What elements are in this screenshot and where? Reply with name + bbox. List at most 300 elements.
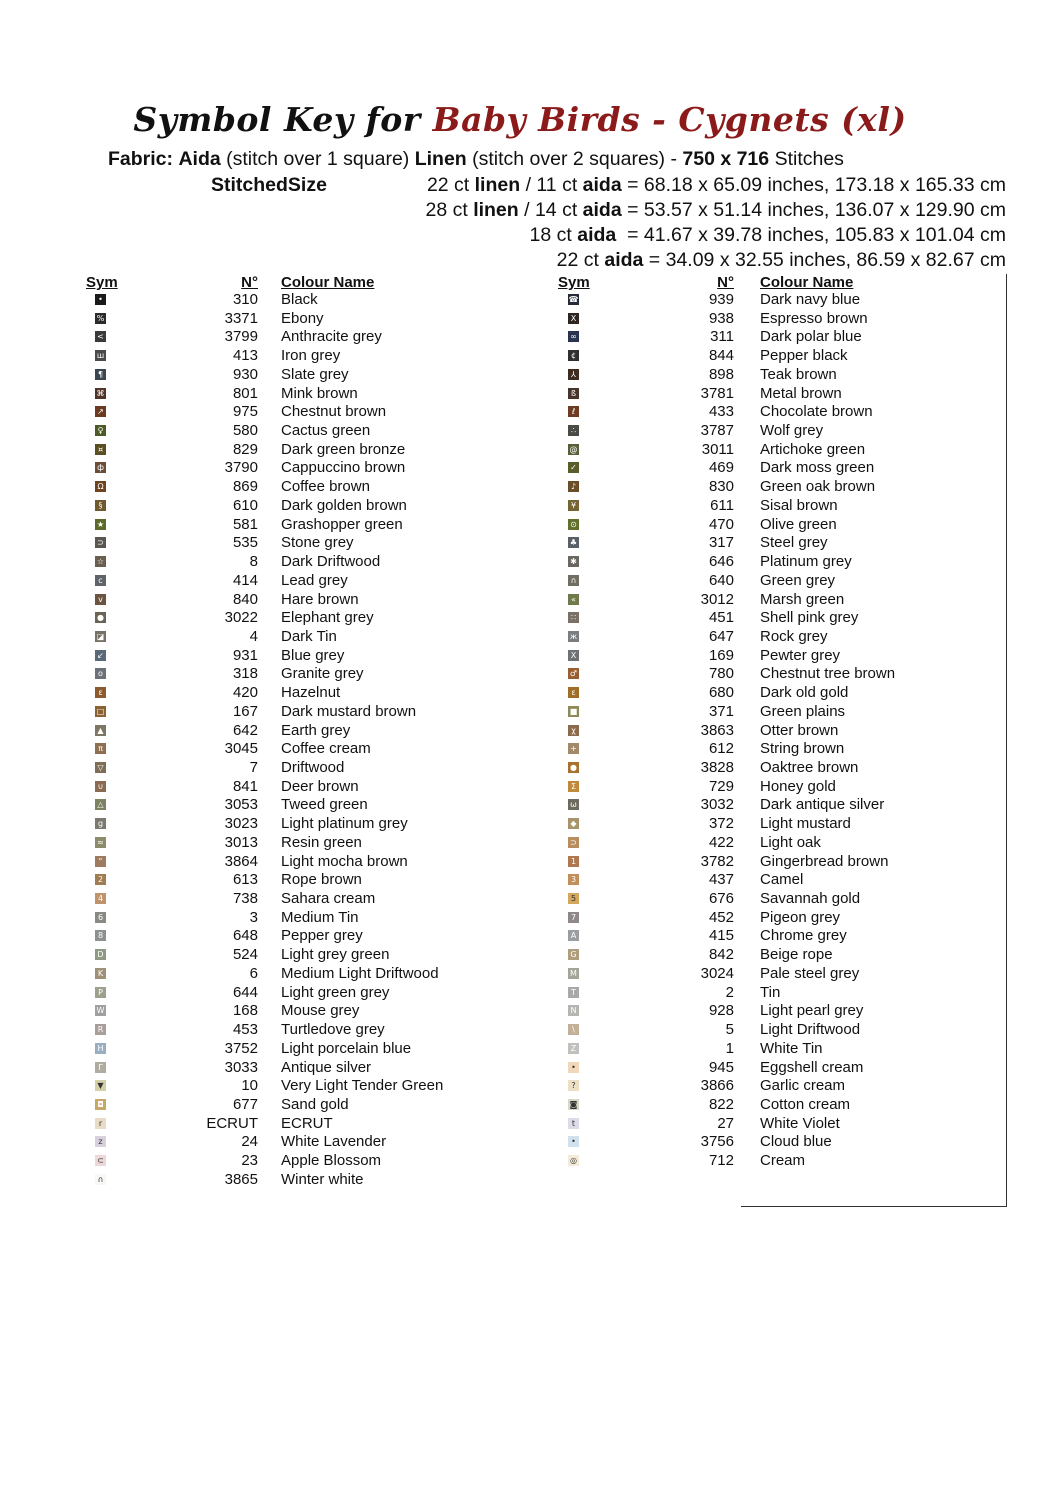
colour-name: Garlic cream — [760, 1077, 846, 1095]
symbol-swatch: < — [95, 331, 106, 342]
thread-number: 452 — [708, 908, 734, 926]
symbol-swatch: ш — [96, 351, 105, 361]
symbol-swatch: ¢ — [568, 350, 579, 361]
symbol-swatch: ◆ — [568, 818, 579, 829]
table-row — [0, 927, 1000, 946]
thread-number: 3024 — [700, 964, 734, 982]
size-text: 22 ct — [426, 174, 475, 196]
table-row — [0, 965, 1000, 984]
symbol-swatch: 7 — [568, 912, 579, 923]
colour-name: Cream — [760, 1152, 806, 1170]
thread-number: 2 — [725, 983, 734, 1001]
thread-number: 524 — [232, 946, 258, 964]
symbol-swatch: ¥ — [568, 500, 579, 511]
thread-number: 939 — [708, 291, 734, 308]
table-row — [0, 1021, 1000, 1040]
symbol-swatch: @ — [569, 444, 578, 454]
table-row — [0, 1133, 1000, 1152]
colour-name: Antique silver — [281, 1058, 372, 1076]
table-row — [0, 665, 1000, 684]
thread-number: 729 — [708, 777, 734, 795]
symbol-swatch: \ — [568, 1024, 579, 1035]
symbol-swatch: ∩ — [95, 1174, 106, 1185]
thread-number: 10 — [241, 1077, 258, 1095]
thread-number: 647 — [708, 627, 734, 645]
thread-number: 371 — [708, 702, 734, 720]
thread-number: 581 — [232, 515, 258, 533]
fabric-type: linen — [473, 199, 519, 221]
thread-number: 612 — [708, 740, 734, 758]
symbol-swatch: ▼ — [95, 1080, 106, 1091]
symbol-swatch: % — [96, 313, 105, 323]
thread-number: 3013 — [224, 833, 258, 851]
symbol-swatch: K — [95, 968, 106, 979]
symbol-swatch: ω — [568, 799, 579, 810]
colour-name: Hare brown — [281, 590, 359, 608]
thread-number: 167 — [232, 702, 258, 720]
symbol-swatch: ♣ — [569, 538, 578, 548]
symbol-swatch: ♀ — [95, 425, 106, 436]
header-name-right: Colour Name — [760, 274, 854, 291]
table-row — [0, 722, 1000, 741]
colour-name: Chestnut brown — [281, 403, 387, 421]
thread-number: 413 — [232, 347, 258, 365]
thread-number: 648 — [232, 927, 258, 945]
symbol-swatch: ● — [568, 762, 579, 773]
table-row — [0, 422, 1000, 441]
thread-number: 822 — [708, 1095, 734, 1113]
table-row — [0, 609, 1000, 628]
symbol-swatch: • — [568, 1136, 579, 1147]
thread-number: 3828 — [700, 759, 734, 776]
symbol-swatch: ∪ — [95, 781, 106, 792]
colour-name: Light pearl grey — [760, 1002, 864, 1020]
colour-name: Light porcelain blue — [281, 1039, 412, 1057]
colour-name: Rock grey — [760, 627, 828, 645]
thread-number: 3752 — [224, 1039, 258, 1057]
symbol-swatch: π — [95, 743, 106, 754]
colour-name: ECRUT — [281, 1114, 333, 1132]
thread-number: 945 — [708, 1058, 734, 1076]
symbol-swatch: ∩ — [568, 575, 579, 586]
symbol-swatch: ▲ — [95, 725, 106, 736]
table-row — [0, 909, 1000, 928]
thread-number: 844 — [708, 347, 734, 365]
colour-name: Teak brown — [760, 365, 837, 383]
fabric-label: Fabric: — [108, 148, 174, 170]
symbol-swatch: ◪ — [96, 631, 105, 641]
table-row — [0, 534, 1000, 553]
thread-number: 3866 — [700, 1077, 734, 1095]
symbol-swatch: ◎ — [568, 1155, 579, 1166]
header-num-right: N° — [717, 274, 734, 291]
symbol-swatch: t — [568, 1118, 579, 1129]
table-row — [0, 553, 1000, 572]
symbol-swatch: ¶ — [95, 369, 106, 380]
thread-number: 3011 — [701, 440, 734, 458]
colour-name: Cotton cream — [760, 1095, 851, 1113]
colour-name: Very Light Tender Green — [281, 1077, 444, 1095]
table-row — [0, 946, 1000, 965]
thread-number: 415 — [708, 927, 734, 945]
fabric-aida-note: (stitch over 1 square) — [226, 148, 410, 170]
size-text: 28 ct — [425, 199, 474, 221]
symbol-swatch: X — [568, 650, 579, 661]
symbol-swatch: ¤ — [95, 444, 106, 455]
size-text: 22 ct — [556, 249, 605, 271]
thread-number: 318 — [232, 665, 258, 683]
thread-number: 738 — [232, 890, 258, 908]
colour-name: Turtledove grey — [281, 1021, 385, 1039]
symbol-swatch: ℓ — [568, 406, 579, 417]
colour-name: Mouse grey — [281, 1002, 360, 1020]
symbol-swatch: g — [95, 818, 106, 829]
thread-number: 3756 — [700, 1133, 734, 1151]
thread-number: 613 — [232, 871, 258, 889]
thread-number: 3053 — [224, 796, 258, 814]
symbol-swatch: X — [568, 313, 579, 324]
colour-name: Shell pink grey — [760, 609, 859, 627]
colour-name: Oaktree brown — [760, 759, 859, 776]
fabric-linen-note: (stitch over 2 squares) - — [472, 148, 677, 170]
symbol-swatch: ☎ — [568, 295, 579, 304]
colour-name: Chestnut tree brown — [760, 665, 896, 683]
stitched-size-line — [530, 224, 1006, 247]
table-row — [0, 385, 1000, 404]
header-name-left: Colour Name — [281, 274, 375, 291]
thread-number: 677 — [232, 1095, 258, 1113]
colour-name: Sisal brown — [760, 496, 838, 514]
size-text: = 68.18 x 65.09 inches, 173.18 x 165.33 cm — [621, 174, 1006, 196]
table-right-border — [1006, 274, 1007, 1206]
colour-name: Metal brown — [760, 384, 842, 402]
table-row — [0, 984, 1000, 1003]
thread-number: 3371 — [224, 309, 258, 327]
colour-name: Earth grey — [281, 721, 351, 739]
table-row — [0, 1171, 1000, 1190]
symbol-swatch: G — [568, 949, 579, 960]
symbol-swatch: ◙ — [569, 1099, 578, 1109]
table-row — [0, 890, 1000, 909]
fabric-type: aida — [577, 224, 617, 246]
thread-number: 317 — [708, 534, 734, 552]
symbol-swatch: • — [95, 294, 106, 305]
thread-number: 842 — [708, 946, 734, 964]
thread-number: 414 — [232, 571, 258, 589]
symbol-swatch: z — [95, 1136, 106, 1147]
colour-name: Otter brown — [760, 721, 839, 739]
colour-name: Artichoke green — [760, 440, 866, 458]
thread-number: 1 — [725, 1039, 734, 1057]
table-row — [0, 403, 1000, 422]
thread-number: 898 — [708, 365, 734, 383]
table-row — [0, 871, 1000, 890]
fabric-aida: Aida — [178, 148, 221, 170]
symbol-swatch: ε — [95, 687, 106, 698]
symbol-swatch: △ — [95, 799, 106, 810]
thread-number: 470 — [708, 515, 734, 533]
table-row — [0, 459, 1000, 478]
header-sym-right: Sym — [558, 274, 590, 291]
symbol-swatch: ? — [568, 1080, 579, 1091]
colour-name: Hazelnut — [281, 684, 341, 702]
symbol-swatch: ⌘ — [96, 388, 105, 398]
fabric-line — [108, 148, 844, 171]
thread-number: 6 — [249, 964, 258, 982]
title-pattern-name: Baby Birds - Cygnets (xl) — [432, 100, 907, 139]
thread-number: 3787 — [700, 422, 734, 440]
thread-number: 169 — [708, 646, 734, 664]
stitch-count-label: Stitches — [774, 148, 844, 170]
colour-name: Dark moss green — [760, 459, 875, 477]
thread-number: 3045 — [224, 740, 258, 758]
thread-number: 3790 — [224, 459, 258, 477]
symbol-swatch: ж — [569, 631, 578, 641]
table-row — [0, 1096, 1000, 1115]
fabric-type: linen — [474, 174, 521, 196]
colour-name: Dark green bronze — [281, 440, 406, 458]
symbol-swatch: Ω — [95, 481, 106, 492]
colour-name: Espresso brown — [760, 309, 868, 327]
thread-number: 422 — [708, 833, 734, 851]
table-row — [0, 1040, 1000, 1059]
thread-number: 3863 — [700, 721, 734, 739]
fabric-type: aida — [604, 249, 644, 271]
thread-number: 310 — [232, 291, 258, 308]
size-text: = 34.09 x 32.55 inches, 86.59 x 82.67 cm — [643, 249, 1006, 271]
stitched-size-line — [557, 249, 1006, 272]
colour-name: Dark polar blue — [760, 328, 862, 346]
thread-number: 311 — [710, 328, 734, 346]
stitched-size-label: StitchedSize — [211, 174, 327, 196]
thread-number: 27 — [717, 1114, 734, 1132]
table-row — [0, 796, 1000, 815]
colour-name: Honey gold — [760, 777, 836, 795]
symbol-swatch: ↗ — [95, 406, 106, 417]
thread-number: 3864 — [224, 852, 258, 870]
symbol-swatch: N — [568, 1005, 579, 1016]
symbol-swatch: ∞ — [568, 331, 579, 342]
thread-number: 3032 — [700, 796, 734, 814]
thread-number: 840 — [232, 590, 258, 608]
symbol-swatch: Z — [568, 1043, 579, 1054]
thread-number: 23 — [241, 1152, 258, 1170]
table-row — [0, 516, 1000, 535]
size-text: 18 ct — [529, 224, 578, 246]
symbol-swatch: c — [95, 575, 106, 586]
thread-number: 869 — [232, 478, 258, 496]
size-text: / 11 ct — [520, 174, 583, 196]
colour-name: Dark Tin — [281, 627, 337, 645]
thread-number: 3022 — [224, 609, 258, 627]
table-row — [0, 1002, 1000, 1021]
table-row — [0, 647, 1000, 666]
symbol-swatch: P — [95, 987, 106, 998]
symbol-swatch: ↙ — [95, 650, 106, 661]
colour-name: Pepper grey — [281, 927, 363, 945]
thread-number: 644 — [232, 983, 258, 1001]
colour-name: Slate grey — [281, 365, 349, 383]
colour-name: White Lavender — [281, 1133, 387, 1151]
colour-name: Light mocha brown — [281, 852, 408, 870]
thread-number: 780 — [708, 665, 734, 683]
symbol-swatch: 4 — [95, 893, 106, 904]
colour-name: Medium Light Driftwood — [281, 964, 439, 982]
table-row — [0, 497, 1000, 516]
page-title — [0, 100, 1040, 139]
colour-name: Cappuccino brown — [281, 459, 406, 477]
colour-name: Deer brown — [281, 777, 359, 795]
fabric-type: aida — [582, 174, 622, 196]
symbol-swatch: ⊃ — [568, 837, 579, 848]
thread-number: 938 — [708, 309, 734, 327]
colour-name: Wolf grey — [760, 422, 824, 440]
symbol-swatch: 3 — [568, 874, 579, 885]
colour-name: Medium Tin — [281, 908, 359, 926]
symbol-swatch: ● — [95, 612, 106, 623]
colour-name: Apple Blossom — [281, 1152, 382, 1170]
colour-name: Beige rope — [760, 946, 833, 964]
thread-number: 433 — [708, 403, 734, 421]
thread-number: 930 — [232, 365, 258, 383]
colour-name: Granite grey — [281, 665, 364, 683]
colour-name: Pigeon grey — [760, 908, 841, 926]
symbol-swatch: A — [568, 930, 579, 941]
thread-number: 24 — [241, 1133, 258, 1151]
colour-name: Grashopper green — [281, 515, 403, 533]
table-row — [0, 310, 1000, 329]
table-row — [0, 815, 1000, 834]
colour-name: Steel grey — [760, 534, 828, 552]
colour-name: Olive green — [760, 515, 837, 533]
thread-number: 3012 — [700, 590, 734, 608]
colour-name: Pepper black — [760, 347, 848, 365]
thread-number: 3782 — [700, 852, 734, 870]
symbol-swatch: ß — [568, 388, 579, 399]
colour-name: Chocolate brown — [760, 403, 873, 421]
thread-number: 3033 — [224, 1058, 258, 1076]
thread-number: 646 — [708, 553, 734, 571]
symbol-swatch: ∷ — [568, 612, 579, 623]
colour-name: Light Driftwood — [760, 1021, 861, 1039]
table-row — [0, 684, 1000, 703]
colour-name: Lead grey — [281, 571, 348, 589]
symbol-swatch: 1 — [568, 856, 579, 867]
table-row — [0, 1059, 1000, 1078]
thread-number: 3023 — [224, 815, 258, 833]
colour-name: Green oak brown — [760, 478, 876, 496]
symbol-swatch: χ — [568, 725, 579, 736]
colour-name: Coffee cream — [281, 740, 371, 758]
thread-number: 7 — [249, 759, 258, 776]
thread-number: 453 — [232, 1021, 258, 1039]
thread-number: 712 — [708, 1152, 734, 1170]
colour-name: Camel — [760, 871, 804, 889]
stitched-size-line — [427, 174, 1006, 197]
colour-name: Cloud blue — [760, 1133, 832, 1151]
colour-name: Cactus green — [281, 422, 371, 440]
thread-number: 451 — [708, 609, 734, 627]
symbol-swatch: 2 — [95, 874, 106, 885]
table-row — [0, 1077, 1000, 1096]
colour-name: Sahara cream — [281, 890, 376, 908]
colour-name: Dark old gold — [760, 684, 849, 702]
size-text: = 53.57 x 51.14 inches, 136.07 x 129.90 cm — [621, 199, 1006, 221]
colour-name: Dark antique silver — [760, 796, 885, 814]
thread-number: 640 — [708, 571, 734, 589]
symbol-swatch: ⊙ — [568, 519, 579, 530]
thread-number: 975 — [232, 403, 258, 421]
colour-name: Light platinum grey — [281, 815, 408, 833]
colour-name: String brown — [760, 740, 845, 758]
size-text: / 14 ct — [518, 199, 583, 221]
symbol-swatch: ✱ — [568, 556, 579, 567]
thread-number: 8 — [249, 553, 258, 571]
table-row — [0, 441, 1000, 460]
size-text: = 41.67 x 39.78 inches, 105.83 x 101.04 cm — [616, 224, 1006, 246]
colour-name: Platinum grey — [760, 553, 852, 571]
colour-name: Light green grey — [281, 983, 390, 1001]
colour-name: Tweed green — [281, 796, 368, 814]
colour-name: Sand gold — [281, 1095, 349, 1113]
thread-number: 3781 — [700, 384, 734, 402]
header-sym-left: Sym — [86, 274, 118, 291]
table-row — [0, 778, 1000, 797]
colour-name: Blue grey — [281, 646, 345, 664]
thread-number: 469 — [708, 459, 734, 477]
table-row — [0, 740, 1000, 759]
colour-name: Iron grey — [281, 347, 341, 365]
colour-name: Dark Driftwood — [281, 553, 381, 571]
colour-name: Mink brown — [281, 384, 358, 402]
thread-number: 372 — [708, 815, 734, 833]
colour-name: Dark golden brown — [281, 496, 407, 514]
colour-name: Ebony — [281, 309, 324, 327]
symbol-swatch: § — [95, 500, 106, 511]
symbol-swatch: ε — [568, 687, 579, 698]
thread-number: 801 — [232, 384, 258, 402]
thread-number: 830 — [708, 478, 734, 496]
table-row — [0, 834, 1000, 853]
symbol-swatch: + — [568, 743, 579, 754]
thread-number: 642 — [232, 721, 258, 739]
thread-number: 420 — [232, 684, 258, 702]
colour-name: Stone grey — [281, 534, 354, 552]
thread-number: 4 — [249, 627, 258, 645]
table-row — [0, 628, 1000, 647]
table-row — [0, 366, 1000, 385]
colour-name: Dark mustard brown — [281, 702, 417, 720]
colour-name: Light grey green — [281, 946, 390, 964]
symbol-swatch: ▽ — [95, 762, 106, 773]
colour-name: Green grey — [760, 571, 836, 589]
colour-name: Coffee brown — [281, 478, 370, 496]
thread-number: 928 — [708, 1002, 734, 1020]
table-row — [0, 853, 1000, 872]
stitch-count: 750 x 716 — [682, 148, 770, 170]
symbol-swatch: D — [95, 949, 106, 960]
colour-name: Marsh green — [760, 590, 845, 608]
symbol-swatch: v — [95, 594, 106, 605]
symbol-swatch: 5 — [568, 893, 579, 904]
symbol-swatch: ◘ — [95, 1099, 106, 1110]
table-row — [0, 591, 1000, 610]
symbol-swatch: ≈ — [95, 837, 106, 848]
thread-number: 5 — [725, 1021, 734, 1039]
colour-name: Black — [281, 291, 318, 308]
thread-number: 535 — [232, 534, 258, 552]
symbol-swatch: " — [95, 856, 106, 867]
